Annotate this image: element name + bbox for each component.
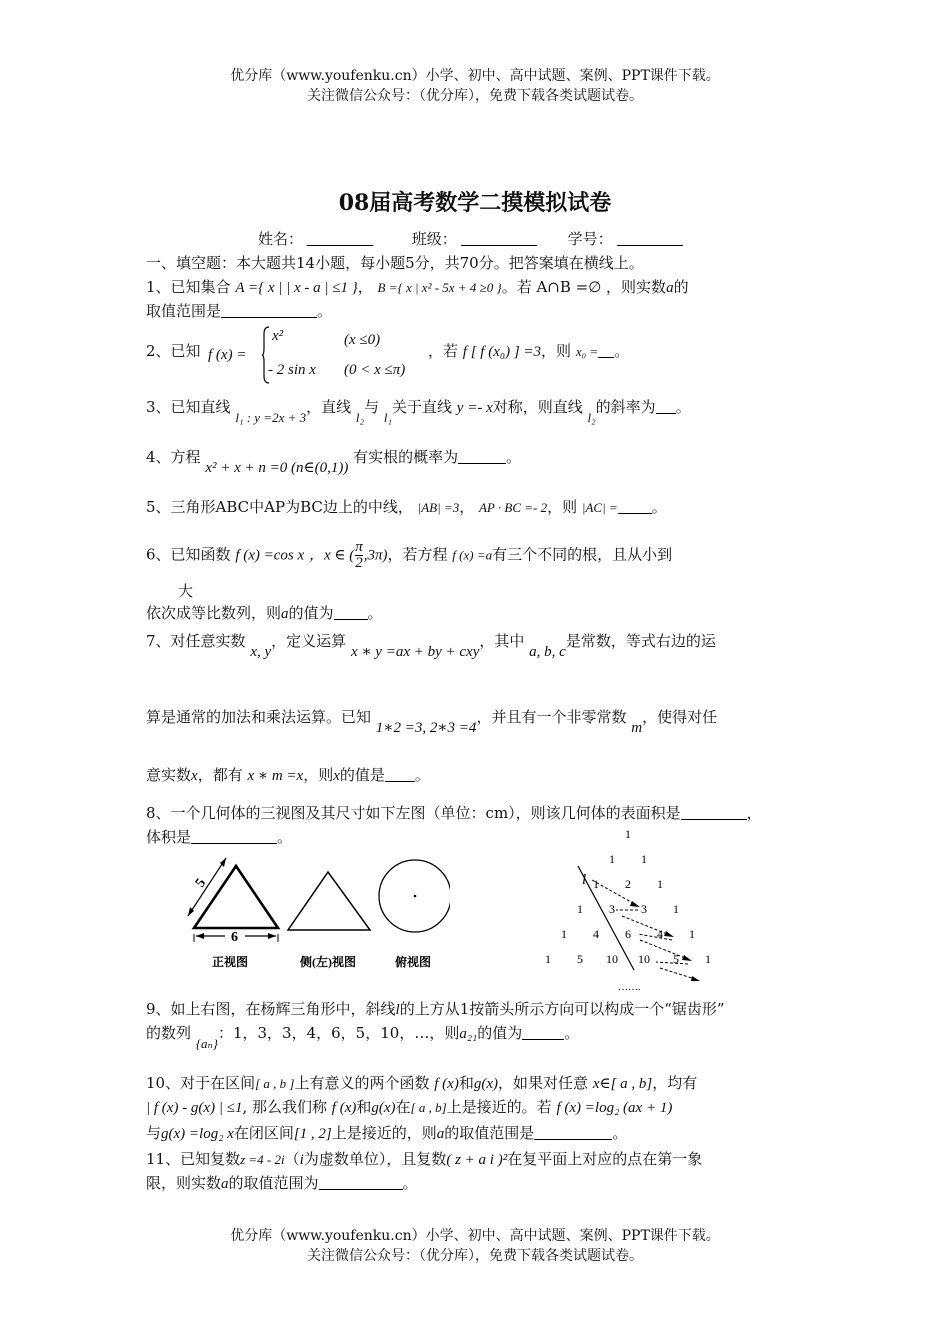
id-field[interactable] xyxy=(617,231,683,246)
q5-line: 5、三角形ABC中AP为BC边上的中线， |AB| =3， AP · BC =- 2，则 |AC| = 。 xyxy=(146,498,667,516)
q6-line2: 大 xyxy=(178,582,194,600)
pascal-number: 4 xyxy=(657,927,663,941)
page-title: 08届高考数学二摸模拟试卷 xyxy=(338,190,612,216)
front-view xyxy=(188,858,278,969)
q11-answer[interactable] xyxy=(319,1175,403,1190)
name-label: 姓名： xyxy=(258,230,304,248)
pascal-number: 3 xyxy=(641,902,647,916)
q6-line3: 依次成等比数列，则a的值为 。 xyxy=(146,604,383,622)
pascal-number: 10 xyxy=(606,952,618,966)
q2-case2: - 2 sin x xyxy=(268,362,316,378)
header-line-1: 优分库（www.youfenku.cn）小学、初中、高中试题、案例、PPT课件下载。 xyxy=(230,68,720,84)
class-field[interactable] xyxy=(461,231,537,246)
q10-line2: | f (x) - g(x) | ≤1, 那么我们称 f (x)和g(x)在[ a , b]上是接近的。若 f (x) =log₂ (ax + 1) xyxy=(146,1098,673,1116)
q1-line2: 取值范围是 。 xyxy=(146,302,333,320)
q9-answer[interactable] xyxy=(522,1025,564,1040)
q10-answer[interactable] xyxy=(534,1125,612,1140)
pascal-number: 1 xyxy=(673,902,679,916)
pascal-ellipsis: ……. xyxy=(618,982,641,992)
three-views-figure xyxy=(180,848,450,978)
pascal-number: 1 xyxy=(657,877,663,891)
q11-line2: 限，则实数a的取值范围为 。 xyxy=(146,1174,418,1192)
side-length-label: 5 xyxy=(192,876,210,891)
q7-line2: 算是通常的加法和乘法运算。已知 1∗2 =3, 2∗3 =4，并且有一个非零常数 m，使得对任 xyxy=(146,708,718,736)
q2-tail: ，若 f [ f (x₀) ] =3，则 x₀ = 。 xyxy=(428,342,630,360)
name-field[interactable] xyxy=(307,231,373,246)
q8-area-answer[interactable] xyxy=(681,805,747,820)
q8-volume-answer[interactable] xyxy=(191,829,277,844)
q2-cond2: (0 < x ≤π) xyxy=(344,362,406,378)
pascal-number: 4 xyxy=(593,927,599,941)
q1-answer[interactable] xyxy=(221,303,317,318)
q5-answer[interactable] xyxy=(618,499,652,514)
header-line-2: 关注微信公众号：（优分库），免费下载各类试题试卷。 xyxy=(307,88,643,104)
q7-line1: 7、对任意实数 x, y，定义运算 x ∗ y =ax + by + cxy，其中 a, b, c是常数，等式右边的运 xyxy=(146,632,716,660)
q7-answer[interactable] xyxy=(385,767,415,782)
pascal-number: 2 xyxy=(625,877,631,891)
pascal-number: 1 xyxy=(545,952,551,966)
q10-line3: 与g(x) =log₂ x在闭区间[1 , 2]上是接近的，则a的取值范围是 。 xyxy=(146,1124,628,1142)
footer-line-1: 优分库（www.youfenku.cn）小学、初中、高中试题、案例、PPT课件下载。 xyxy=(230,1228,720,1244)
pascal-triangle-figure xyxy=(530,822,730,992)
pascal-number: 1 xyxy=(625,827,631,841)
base-length-label: 6 xyxy=(231,930,238,945)
q1-line1: 1、已知集合 A ={ x | | x - a | ≤1 }， B ={ x | x² - 5x + 4 ≥0 }。若 A∩B =∅ ，则实数a的 xyxy=(146,278,689,296)
pascal-number: 5 xyxy=(673,952,679,966)
q8-line1: 8、一个几何体的三视图及其尺寸如下左图（单位：cm），则该几何体的表面积是 ， xyxy=(146,804,762,822)
page-header xyxy=(0,66,950,106)
top-view xyxy=(379,860,450,969)
pascal-number: 1 xyxy=(593,877,599,891)
q3-line: 3、已知直线 l₁ : y =2x + 3，直线 l₂与 l₁关于直线 y =- x对称，则直线 l₂的斜率为 。 xyxy=(146,398,691,425)
q3-answer[interactable] xyxy=(656,399,676,414)
pascal-number: 1 xyxy=(641,852,647,866)
pascal-number: 10 xyxy=(638,952,650,966)
footer-line-2: 关注微信公众号：（优分库），免费下载各类试题试卷。 xyxy=(307,1248,643,1264)
top-view-label: 俯视图 xyxy=(395,955,432,969)
q6-line1: 6、已知函数 f (x) =cos x ，x ∈ ( $\frac{\pi}{2}$ ,3π)，若方程 f (x) =a有三个不同的根，且从小到 xyxy=(146,539,673,571)
q2-func: f (x) = xyxy=(208,347,247,363)
pascal-number: 1 xyxy=(609,852,615,866)
q7-line3: 意实数x，都有 x ∗ m =x，则x的值是 。 xyxy=(146,766,430,784)
class-label: 班级： xyxy=(411,230,457,248)
q4-answer[interactable] xyxy=(458,449,506,464)
q9-line2: 的数列 {aₙ}：1，3，3，4，6，5，10，…，则a₂₁的值为 。 xyxy=(146,1024,580,1051)
q9-line1: 9、如上右图，在杨辉三角形中，斜线l的上方从1按箭头所示方向可以构成一个“锯齿形” xyxy=(146,1000,725,1018)
pascal-number: 6 xyxy=(625,927,631,941)
pascal-number: 1 xyxy=(561,927,567,941)
q11-line1: 11、已知复数z =4 - 2i（i为虚数单位），且复数( z + a i )²在复平面上对应的点在第一象 xyxy=(146,1150,703,1168)
q6-answer[interactable] xyxy=(334,605,368,620)
page-footer xyxy=(0,1226,950,1266)
q2-case1: x² xyxy=(272,328,284,344)
pascal-number: 1 xyxy=(689,927,695,941)
pascal-number: 3 xyxy=(609,902,615,916)
q2-answer[interactable] xyxy=(598,343,614,358)
diagonal-line-label: l xyxy=(582,872,587,888)
pascal-number: 5 xyxy=(577,952,583,966)
side-view xyxy=(288,872,370,969)
q6-fraction: $\frac{\pi}{2}$ xyxy=(355,539,363,571)
q10-line1: 10、对于在区间[ a , b ]上有意义的两个函数 f (x)和g(x)，如果对任意 x∈[ a , b]，均有 xyxy=(146,1074,698,1092)
q2-line: 2、已知 xyxy=(146,342,201,360)
pascal-number: 1 xyxy=(577,902,583,916)
student-info xyxy=(258,228,687,249)
q2-cond1: (x ≤0) xyxy=(344,332,381,348)
pascal-number: 1 xyxy=(705,952,711,966)
section1-intro: 一、填空题：本大题共14小题，每小题5分，共70分。把答案填在横线上。 xyxy=(146,254,644,272)
q8-line2: 体积是 。 xyxy=(146,828,293,846)
id-label: 学号： xyxy=(567,230,613,248)
q4-line: 4、方程 x² + x + n =0 (n∈(0,1)) 有实根的概率为 。 xyxy=(146,448,522,476)
pascal-numbers xyxy=(545,827,711,966)
side-view-label: 侧(左)视图 xyxy=(300,955,356,969)
front-view-label: 正视图 xyxy=(212,955,249,969)
